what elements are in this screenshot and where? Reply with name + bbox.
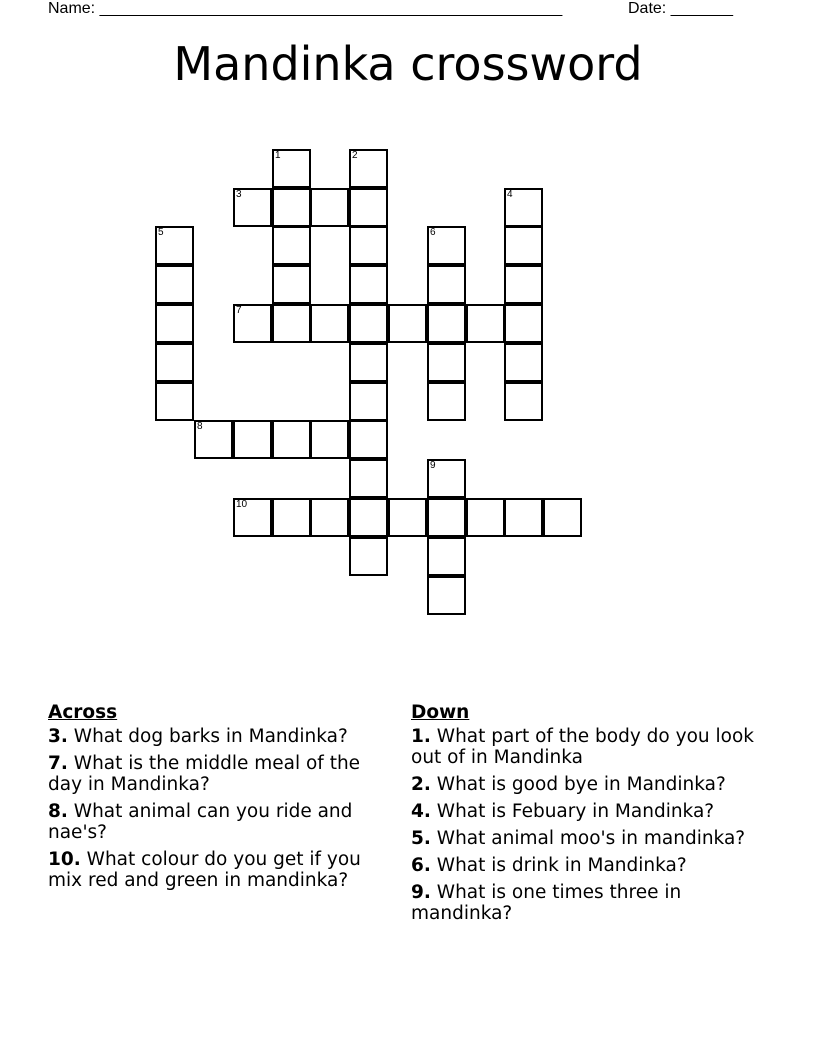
grid-cell[interactable] bbox=[349, 149, 388, 188]
clue-number-label: 2 bbox=[352, 150, 358, 161]
page-title: Mandinka crossword bbox=[173, 37, 643, 91]
clue-number-label: 1 bbox=[275, 150, 281, 161]
grid-cell[interactable] bbox=[349, 420, 388, 459]
across-clues bbox=[48, 702, 393, 897]
clue-across-3: 3. What dog barks in Mandinka? bbox=[48, 726, 348, 747]
grid-cell[interactable] bbox=[272, 226, 311, 265]
grid-cell[interactable] bbox=[504, 188, 543, 227]
clue-number-label: 6 bbox=[430, 227, 436, 238]
grid-cell[interactable] bbox=[427, 459, 466, 498]
grid-cell[interactable] bbox=[272, 188, 311, 227]
down-heading: Down bbox=[411, 702, 470, 723]
grid-cell[interactable] bbox=[272, 265, 311, 304]
grid-cell[interactable] bbox=[310, 498, 349, 537]
clue-across-8: 8. What animal can you ride and nae's? bbox=[48, 801, 353, 843]
clue-number-label: 4 bbox=[507, 189, 513, 200]
grid-cell[interactable] bbox=[233, 304, 272, 343]
grid-cell[interactable] bbox=[504, 265, 543, 304]
grid-cell[interactable] bbox=[427, 304, 466, 343]
grid-cell[interactable] bbox=[427, 537, 466, 576]
grid-cell[interactable] bbox=[349, 265, 388, 304]
grid-cell[interactable] bbox=[427, 343, 466, 382]
grid-cell[interactable] bbox=[427, 265, 466, 304]
grid-cell[interactable] bbox=[155, 226, 194, 265]
grid-cell[interactable] bbox=[349, 537, 388, 576]
grid-cell[interactable] bbox=[504, 304, 543, 343]
grid-cell[interactable] bbox=[233, 420, 272, 459]
grid-cell[interactable] bbox=[388, 498, 427, 537]
grid-cell[interactable] bbox=[427, 576, 466, 615]
grid-cell[interactable] bbox=[504, 498, 543, 537]
grid-cell[interactable] bbox=[349, 188, 388, 227]
grid-cell[interactable] bbox=[272, 149, 311, 188]
clue-number-label: 8 bbox=[197, 421, 203, 432]
grid-cell[interactable] bbox=[310, 188, 349, 227]
across-heading: Across bbox=[48, 702, 118, 723]
grid-cell[interactable] bbox=[155, 343, 194, 382]
grid-cell[interactable] bbox=[466, 498, 505, 537]
grid-cell[interactable] bbox=[427, 226, 466, 265]
grid-cell[interactable] bbox=[194, 420, 233, 459]
grid-cell[interactable] bbox=[388, 304, 427, 343]
grid-cell[interactable] bbox=[349, 459, 388, 498]
down-clues bbox=[411, 702, 756, 930]
grid-cell[interactable] bbox=[427, 498, 466, 537]
clue-across-10: 10. What colour do you get if you mix red and green in mandinka? bbox=[48, 849, 361, 891]
grid-cell[interactable] bbox=[155, 382, 194, 421]
clue-number-label: 3 bbox=[236, 189, 242, 200]
clue-down-5: 5. What animal moo's in mandinka? bbox=[411, 828, 746, 849]
clue-down-1: 1. What part of the body do you look out of in Mandinka bbox=[411, 726, 754, 768]
grid-cell[interactable] bbox=[349, 343, 388, 382]
date-field[interactable]: Date: _______ bbox=[628, 0, 733, 17]
grid-cell[interactable] bbox=[466, 304, 505, 343]
clue-number-label: 5 bbox=[158, 227, 164, 238]
grid-cell[interactable] bbox=[349, 304, 388, 343]
clue-across-7: 7. What is the middle meal of the day in Mandinka? bbox=[48, 753, 361, 795]
clue-down-4: 4. What is Febuary in Mandinka? bbox=[411, 801, 715, 822]
clue-number-label: 9 bbox=[430, 460, 436, 471]
grid-cell[interactable] bbox=[272, 498, 311, 537]
grid-cell[interactable] bbox=[349, 498, 388, 537]
clue-down-6: 6. What is drink in Mandinka? bbox=[411, 855, 687, 876]
clue-number-label: 10 bbox=[236, 499, 248, 510]
clue-down-9: 9. What is one times three in mandinka? bbox=[411, 882, 682, 924]
clue-number-label: 7 bbox=[236, 305, 242, 316]
grid-cell[interactable] bbox=[272, 420, 311, 459]
grid-cell[interactable] bbox=[233, 188, 272, 227]
grid-cell[interactable] bbox=[349, 226, 388, 265]
grid-cell[interactable] bbox=[543, 498, 582, 537]
grid-cell[interactable] bbox=[504, 343, 543, 382]
grid-cell[interactable] bbox=[310, 420, 349, 459]
grid-cell[interactable] bbox=[504, 226, 543, 265]
grid-cell[interactable] bbox=[427, 382, 466, 421]
grid-cell[interactable] bbox=[272, 304, 311, 343]
clue-down-2: 2. What is good bye in Mandinka? bbox=[411, 774, 726, 795]
grid-cell[interactable] bbox=[310, 304, 349, 343]
grid-cell[interactable] bbox=[233, 498, 272, 537]
grid-cell[interactable] bbox=[155, 265, 194, 304]
grid-cell[interactable] bbox=[504, 382, 543, 421]
grid-cell[interactable] bbox=[155, 304, 194, 343]
grid-cell[interactable] bbox=[349, 382, 388, 421]
name-field[interactable]: Name: ____________________________________________________ bbox=[48, 0, 563, 17]
